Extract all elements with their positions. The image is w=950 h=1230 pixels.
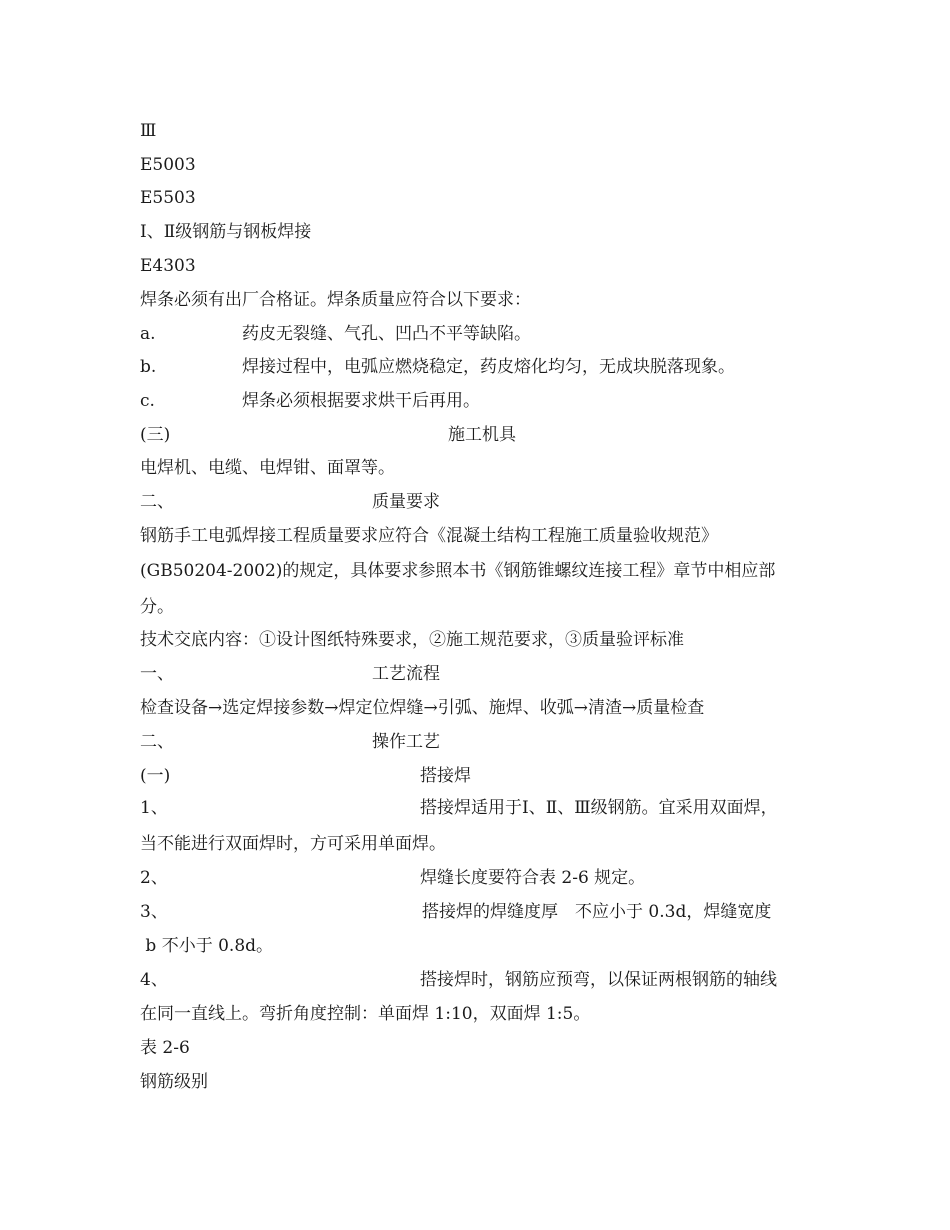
text-line: b 不小于 0.8d。 <box>140 936 274 956</box>
list-marker: 1、 <box>140 798 168 818</box>
list-marker: 4、 <box>140 970 168 990</box>
text-line: Ⅰ、Ⅱ级钢筋与钢板焊接 <box>140 222 312 242</box>
table-caption: 表 2-6 <box>140 1038 190 1058</box>
section-number: (一) <box>140 766 171 786</box>
list-item-text: 搭接焊时，钢筋应预弯，以保证两根钢筋的轴线 <box>420 970 777 990</box>
section-number: 二、 <box>140 732 174 752</box>
text-line: 技术交底内容：①设计图纸特殊要求，②施工规范要求，③质量验评标准 <box>140 630 684 650</box>
text-line: 电焊机、电缆、电焊钳、面罩等。 <box>140 458 395 478</box>
table-header-cell: 钢筋级别 <box>140 1072 208 1092</box>
list-item-text: 焊接过程中，电弧应燃烧稳定，药皮熔化均匀，无成块脱落现象。 <box>242 357 735 377</box>
section-heading: 施工机具 <box>448 425 516 445</box>
text-line: 钢筋手工电弧焊接工程质量要求应符合《混凝土结构工程施工质量验收规范》 <box>140 526 718 546</box>
text-line: E5003 <box>140 155 196 175</box>
section-heading: 搭接焊 <box>420 766 471 786</box>
list-marker: b. <box>140 357 157 377</box>
list-marker: 2、 <box>140 868 168 888</box>
list-marker: c. <box>140 391 155 411</box>
text-line: E4303 <box>140 256 196 276</box>
list-item-text: 焊条必须根据要求烘干后再用。 <box>242 391 480 411</box>
text-line: 当不能进行双面焊时，方可采用单面焊。 <box>140 834 446 854</box>
list-marker: 3、 <box>140 902 168 922</box>
text-line: (GB50204-2002)的规定，具体要求参照本书《钢筋锥螺纹连接工程》章节中相应部 <box>140 561 776 581</box>
list-marker: a. <box>140 324 156 344</box>
list-item-text: 药皮无裂缝、气孔、凹凸不平等缺陷。 <box>242 324 531 344</box>
list-item-text: 搭接焊的焊缝度厚 不应小于 0.3d，焊缝宽度 <box>422 902 772 922</box>
section-number: (三) <box>140 425 171 445</box>
text-line: 焊条必须有出厂合格证。焊条质量应符合以下要求： <box>140 290 531 310</box>
section-heading: 工艺流程 <box>372 664 440 684</box>
text-line: E5503 <box>140 188 196 208</box>
list-item-text: 搭接焊适用于Ⅰ、Ⅱ、Ⅲ级钢筋。宜采用双面焊， <box>420 798 778 818</box>
process-flow: 检查设备→选定焊接参数→焊定位焊缝→引弧、施焊、收弧→清渣→质量检查 <box>140 698 705 718</box>
section-heading: 质量要求 <box>372 492 440 512</box>
text-line: 分。 <box>140 597 174 617</box>
text-line: 在同一直线上。弯折角度控制：单面焊 1:10，双面焊 1:5。 <box>140 1004 591 1024</box>
list-item-text: 焊缝长度要符合表 2-6 规定。 <box>420 868 646 888</box>
section-number: 二、 <box>140 492 174 512</box>
section-heading: 操作工艺 <box>372 732 440 752</box>
section-number: 一、 <box>140 664 174 684</box>
text-line: Ⅲ <box>140 121 157 141</box>
